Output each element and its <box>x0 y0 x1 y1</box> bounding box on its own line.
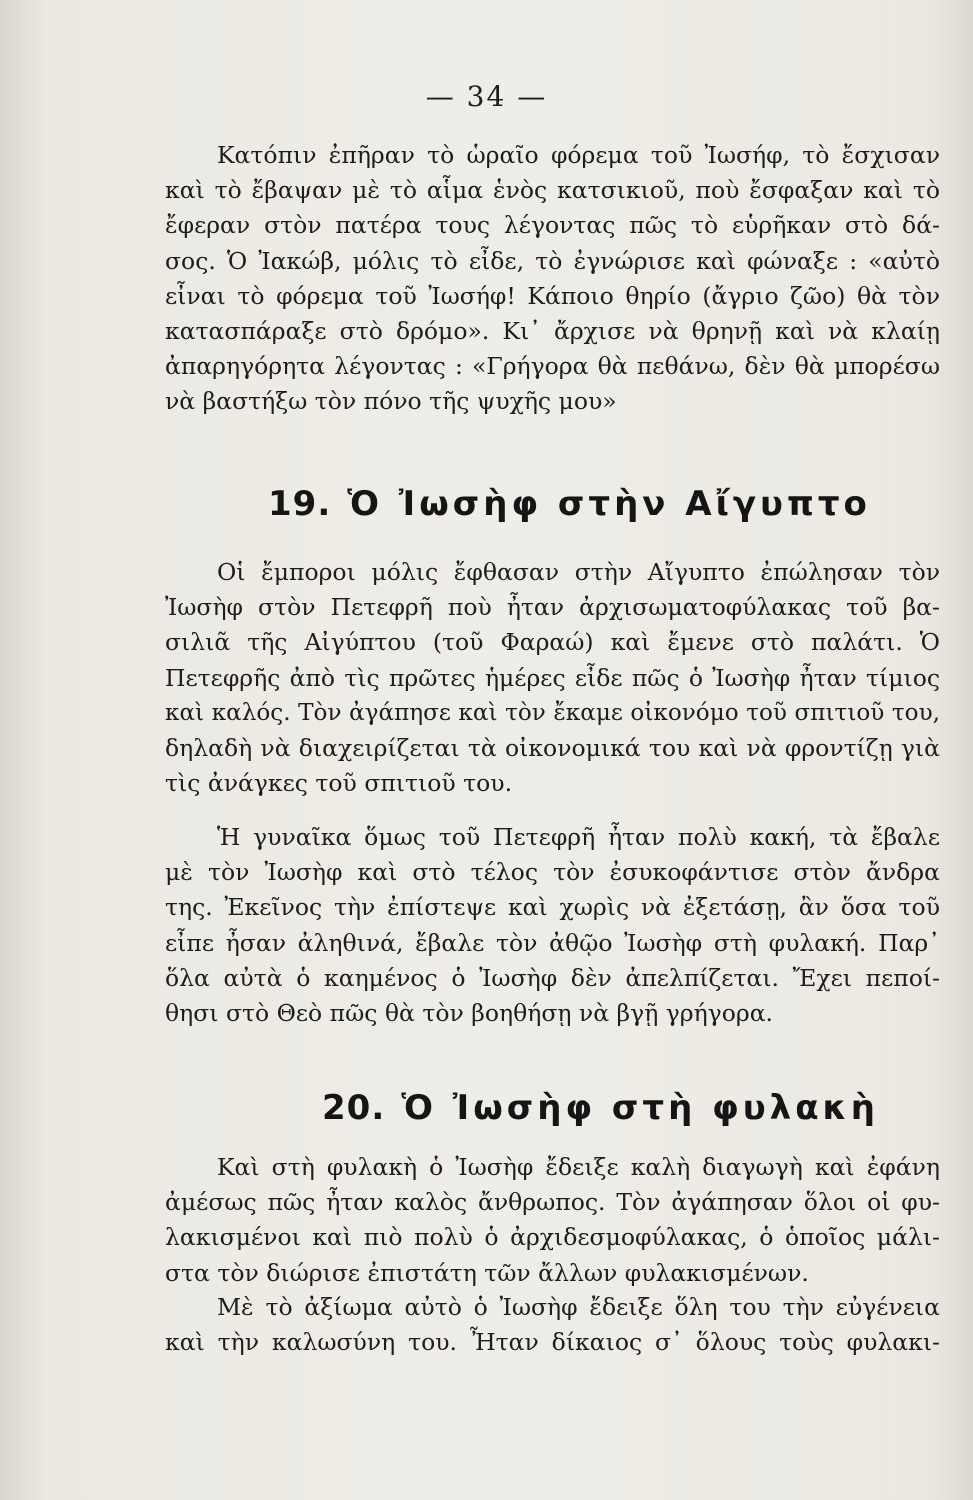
paragraph-4 <box>165 1150 940 1291</box>
text-line: σιλιᾶ τῆς Αἰγύπτου (τοῦ Φαραώ) καὶ ἔμενε στὸ παλάτι. Ὁ <box>165 628 940 657</box>
text-line: ἀμέσως πῶς ἦταν καλὸς ἄνθρωπος. Τὸν ἀγάπησαν ὅλοι οἱ φυ- <box>165 1188 940 1217</box>
text-line: καὶ τὴν καλωσύνη του. Ἦταν δίκαιος σ᾽ ὅλους τοὺς φυλακι- <box>165 1328 940 1357</box>
text-line: Κατόπιν ἐπῆραν τὸ ὡραῖο φόρεμα τοῦ Ἰωσήφ, τὸ ἔσχισαν <box>217 141 940 169</box>
text-line: λακισμένοι καὶ πιὸ πολὺ ὁ ἀρχιδεσμοφύλακας, ὁ ὁποῖος μάλι- <box>165 1223 940 1252</box>
text-line: ὅλα αὐτὰ ὁ καημένος ὁ Ἰωσὴφ δὲν ἀπελπίζεται. Ἔχει πεποί- <box>165 963 940 992</box>
text-line: εἶπε ἦσαν ἀληθινά, ἔβαλε τὸν ἀθῷο Ἰωσὴφ στὴ φυλακή. Παρ᾽ <box>165 928 940 957</box>
section-title: Ὁ Ἰωσὴφ στὴν Αἴγυπτο <box>347 484 871 524</box>
section-number: 19. <box>268 484 332 524</box>
text-line: μὲ τὸν Ἰωσὴφ καὶ στὸ τέλος τὸν ἐσυκοφάντισε στὸν ἄνδρα <box>165 858 940 887</box>
text-line: Πετεφρῆς ἀπὸ τὶς πρῶτες ἡμέρες εἶδε πῶς ὁ Ἰωσὴφ ἦταν τίμιος <box>165 663 940 692</box>
text-line: καὶ τὸ ἔβαψαν μὲ τὸ αἷμα ἑνὸς κατσικιοῦ, ποὺ ἔσφαξαν καὶ τὸ <box>165 176 940 205</box>
paragraph-3 <box>165 820 940 1031</box>
text-line: θησι στὸ Θεὸ πῶς θὰ τὸν βοηθήσῃ νὰ βγῇ γρήγορα. <box>165 999 774 1028</box>
text-line: καὶ καλός. Τὸν ἀγάπησε καὶ τὸν ἔκαμε οἰκονόμο τοῦ σπιτιοῦ του, <box>165 699 940 726</box>
text-line: Ἡ γυναῖκα ὅμως τοῦ Πετεφρῆ ἦταν πολὺ κακή, τὰ ἔβαλε <box>217 823 940 851</box>
paragraph-2 <box>165 555 940 801</box>
section-heading-19 <box>268 484 871 524</box>
text-line: ἔφεραν στὸν πατέρα τους λέγοντας πῶς τὸ εὑρῆκαν στὸ δά- <box>165 211 940 240</box>
text-line: τὶς ἀνάγκες τοῦ σπιτιοῦ του. <box>165 769 513 798</box>
text-line: Καὶ στὴ φυλακὴ ὁ Ἰωσὴφ ἔδειξε καλὴ διαγωγὴ καὶ ἐφάνη <box>217 1153 940 1181</box>
text-line: της. Ἐκεῖνος τὴν ἐπίστεψε καὶ χωρὶς νὰ ἐξετάσῃ, ἂν ὅσα τοῦ <box>165 893 940 922</box>
section-heading-20 <box>322 1088 879 1128</box>
text-line: Μὲ τὸ ἀξίωμα αὐτὸ ὁ Ἰωσὴφ ἔδειξε ὅλη του τὴν εὐγένεια <box>217 1293 940 1321</box>
text-line: ἀπαρηγόρητα λέγοντας : «Γρήγορα θὰ πεθάνω, δὲν θὰ μπορέσω <box>165 352 940 381</box>
text-line: Οἱ ἔμποροι μόλις ἔφθασαν στὴν Αἴγυπτο ἐπώλησαν τὸν <box>217 558 940 586</box>
text-line: εἶναι τὸ φόρεμα τοῦ Ἰωσήφ! Κάποιο θηρίο (ἄγριο ζῶο) θὰ τὸν <box>165 281 940 310</box>
section-number: 20. <box>322 1088 386 1128</box>
page-number: — 34 — <box>425 80 548 113</box>
paragraph-1 <box>165 138 940 420</box>
paragraph-5 <box>165 1290 940 1360</box>
section-title: Ὁ Ἰωσὴφ στὴ φυλακὴ <box>401 1088 879 1128</box>
text-line: Ἰωσὴφ στὸν Πετεφρῆ ποὺ ἦταν ἀρχισωματοφύλακας τοῦ βα- <box>165 593 940 622</box>
text-line: δηλαδὴ νὰ διαχειρίζεται τὰ οἰκονομικά του καὶ νὰ φροντίζῃ γιὰ <box>165 734 940 763</box>
text-line: νὰ βαστήξω τὸν πόνο τῆς ψυχῆς μου» <box>165 387 617 416</box>
text-line: στα τὸν διώρισε ἐπιστάτη τῶν ἄλλων φυλακισμένων. <box>165 1258 809 1287</box>
text-line: σος. Ὁ Ἰακώβ, μόλις τὸ εἶδε, τὸ ἐγνώρισε καὶ φώναξε : «αὐτὸ <box>165 246 940 275</box>
text-line: κατασπάραξε στὸ δρόμο». Κι᾽ ἄρχισε νὰ θρηνῇ καὶ νὰ κλαίῃ <box>165 317 940 346</box>
